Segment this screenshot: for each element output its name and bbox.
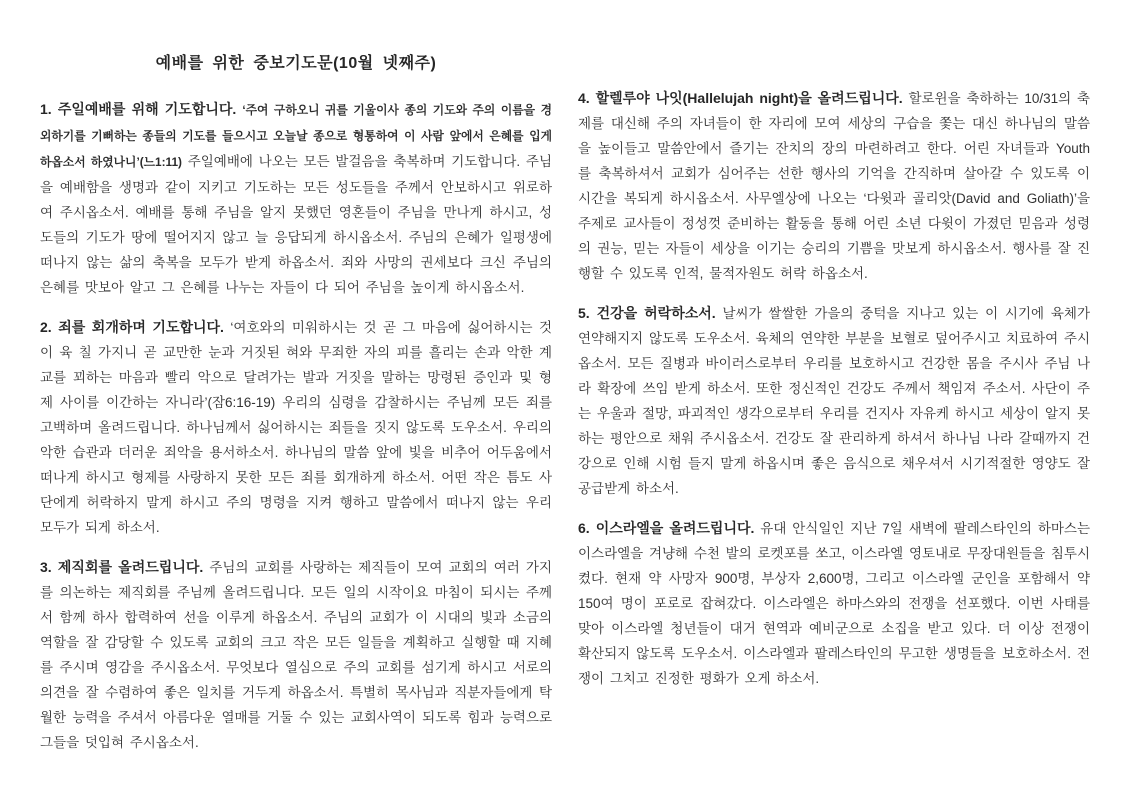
prayer-section-4 <box>578 86 1090 286</box>
section-3-body: 주님의 교회를 사랑하는 제직들이 모여 교회의 여러 가지를 의논하는 제직회를 주님께 올려드립니다. 모든 일의 시작이요 마침이 되시는 주께서 함께 하사 합력하여 선을 이루게 하옵소서. 주님의 교회가 이 시대의 빛과 소금의 역할을 잘 감당할 수 있도록 교회의 크고 작은 모든 일들을 계획하고 실행할 때 지혜를 주시며 영감을 주시옵소서. 무엇보다 열심으로 주의 교회를 섬기게 하시고 서로의 의견을 잘 수렴하여 좋은 일치를 거두게 하옵소서. 특별히 목사님과 직분자들에게 탁월한 능력을 주셔서 아름다운 열매를 거둘 수 있는 교회사역이 되도록 힘과 능력으로 그들을 덧입혀 주시옵소서. <box>40 560 552 750</box>
prayer-section-3 <box>40 555 552 755</box>
document-title: 예배를 위한 중보기도문(10월 넷째주) <box>155 55 437 72</box>
prayer-section-5 <box>578 301 1090 501</box>
section-4-heading: 4. 할렐루야 나잇(Hallelujah night)을 올려드립니다. <box>578 90 903 106</box>
section-6-heading: 6. 이스라엘을 올려드립니다. <box>578 520 755 536</box>
section-1-heading: 1. 주일예배를 위해 기도합니다. <box>40 101 237 117</box>
prayer-section-1 <box>40 97 552 300</box>
section-4-body: 할로윈을 축하하는 10/31의 축제를 대신해 주의 자녀들이 한 자리에 모여 세상의 구습을 쫓는 대신 하나님의 말씀을 높이들고 말씀안에서 즐기는 잔치의 장의 마련하려고 한다. 어린 자녀들과 Youth를 축복하셔서 교회가 심어주는 선한 행사의 기억을 간직하며 살아갈 수 있도록 이 시간을 복되게 하시옵소서. 사무엘상에 나오는 ‘다윗과 골리앗(David and Goliath)’을 주제로 교사들이 정성껏 준비하는 활동을 통해 어린 소년 다윗이 가졌던 믿음과 성령의 권능, 믿는 자들이 세상을 이기는 승리의 기쁨을 맛보게 하시옵소서. 행사를 잘 진행할 수 있도록 인적, 물적자원도 허락 하옵소서. <box>578 91 1090 281</box>
section-1-body: 주일예배에 나오는 모든 발걸음을 축복하며 기도합니다. 주님을 예배함을 생명과 같이 지키고 기도하는 모든 성도들을 주께서 안보하시고 위로하여 주시옵소서. 예배를 통해 주님을 알지 못했던 영혼들이 주님을 만나게 하시고, 성도들의 기도가 땅에 떨어지지 않고 늘 응답되게 하시옵소서. 주님의 은혜가 일평생에 떠나지 않는 삶의 축복을 모두가 받게 하옵소서. 죄와 사망의 권세보다 크신 주님의 은혜를 맛보아 알고 그 은혜를 나누는 자들이 다 되어 주님을 높이게 하시옵소서. <box>40 154 552 295</box>
right-column <box>578 50 1090 774</box>
section-1-scripture-quote: ‘주여 구하오니 귀를 기울이사 종의 기도와 주의 이름을 경외하기를 기뻐하는 종들의 기도를 들으시고 오늘날 종으로 형통하여 이 사람 앞에서 은혜를 입게 하옵소서 하였나니’(느1:11) <box>40 103 552 169</box>
prayer-section-2 <box>40 315 552 540</box>
section-6-body: 유대 안식일인 지난 7일 새벽에 팔레스타인의 하마스는 이스라엘을 겨냥해 수천 발의 로켓포를 쏘고, 이스라엘 영토내로 무장대원들을 침투시켰다. 현재 약 사망자 900명, 부상자 2,600명, 그리고 이스라엘 군인을 포함해서 약 150여 명이 포로로 잡혀갔다. 이스라엘은 하마스와의 전쟁을 선포했다. 이번 사태를 맞아 이스라엘 청년들이 대거 현역과 예비군으로 소집을 받고 있다. 더 이상 전쟁이 확산되지 않도록 도우소서. 이스라엘과 팔레스타인의 무고한 생명들을 보호하소서. 전쟁이 그치고 진정한 평화가 오게 하소서. <box>578 521 1090 686</box>
section-5-body: 날씨가 쌀쌀한 가을의 중턱을 지나고 있는 이 시기에 육체가 연약해지지 않도록 도우소서. 육체의 연약한 부분을 보혈로 덮어주시고 치료하여 주시옵소서. 모든 질병과 바이러스로부터 우리를 보호하시고 건강한 몸을 주시사 주님 나라 확장에 쓰임 받게 하소서. 또한 정신적인 건강도 주께서 책임져 주소서. 사단이 주는 우울과 절망, 파괴적인 생각으로부터 우리를 건지사 자유케 하시고 세상이 알지 못하는 평안으로 채워 주시옵소서. 건강도 잘 관리하게 하셔서 하나님 나라 갈때까지 건강으로 인해 시험 들지 말게 하옵시며 좋은 음식으로 채우셔서 시기적절한 영양도 잘 공급받게 하소서. <box>578 306 1090 496</box>
section-2-heading: 2. 죄를 회개하며 기도합니다. <box>40 319 224 335</box>
prayer-section-6 <box>578 516 1090 691</box>
section-3-heading: 3. 제직회를 올려드립니다. <box>40 559 204 575</box>
section-5-heading: 5. 건강을 허락하소서. <box>578 305 716 321</box>
section-2-body: ‘여호와의 미워하시는 것 곧 그 마음에 싫어하시는 것이 육 칠 가지니 곧 교만한 눈과 거짓된 혀와 무죄한 자의 피를 흘리는 손과 악한 계교를 꾀하는 마음과 빨리 악으로 달려가는 발과 거짓을 말하는 망령된 증인과 및 형제 사이를 이간하는 자니라’(잠6:16-19) 우리의 심령을 감찰하시는 주님께 모든 죄를 고백하며 올려드립니다. 하나님께서 싫어하시는 죄들을 짓지 않도록 도우소서. 우리의 악한 습관과 더러운 죄악을 용서하소서. 하나님의 말씀 앞에 빛을 비추어 어두움에서 떠나게 하시고 형제를 사랑하지 못한 모든 죄를 회개하게 하소서. 어떤 작은 틈도 사단에게 허락하지 말게 하시고 주의 명령을 지켜 행하고 말씀에서 떠나지 않는 우리 모두가 되게 하소서. <box>40 320 552 535</box>
left-column <box>40 50 552 774</box>
